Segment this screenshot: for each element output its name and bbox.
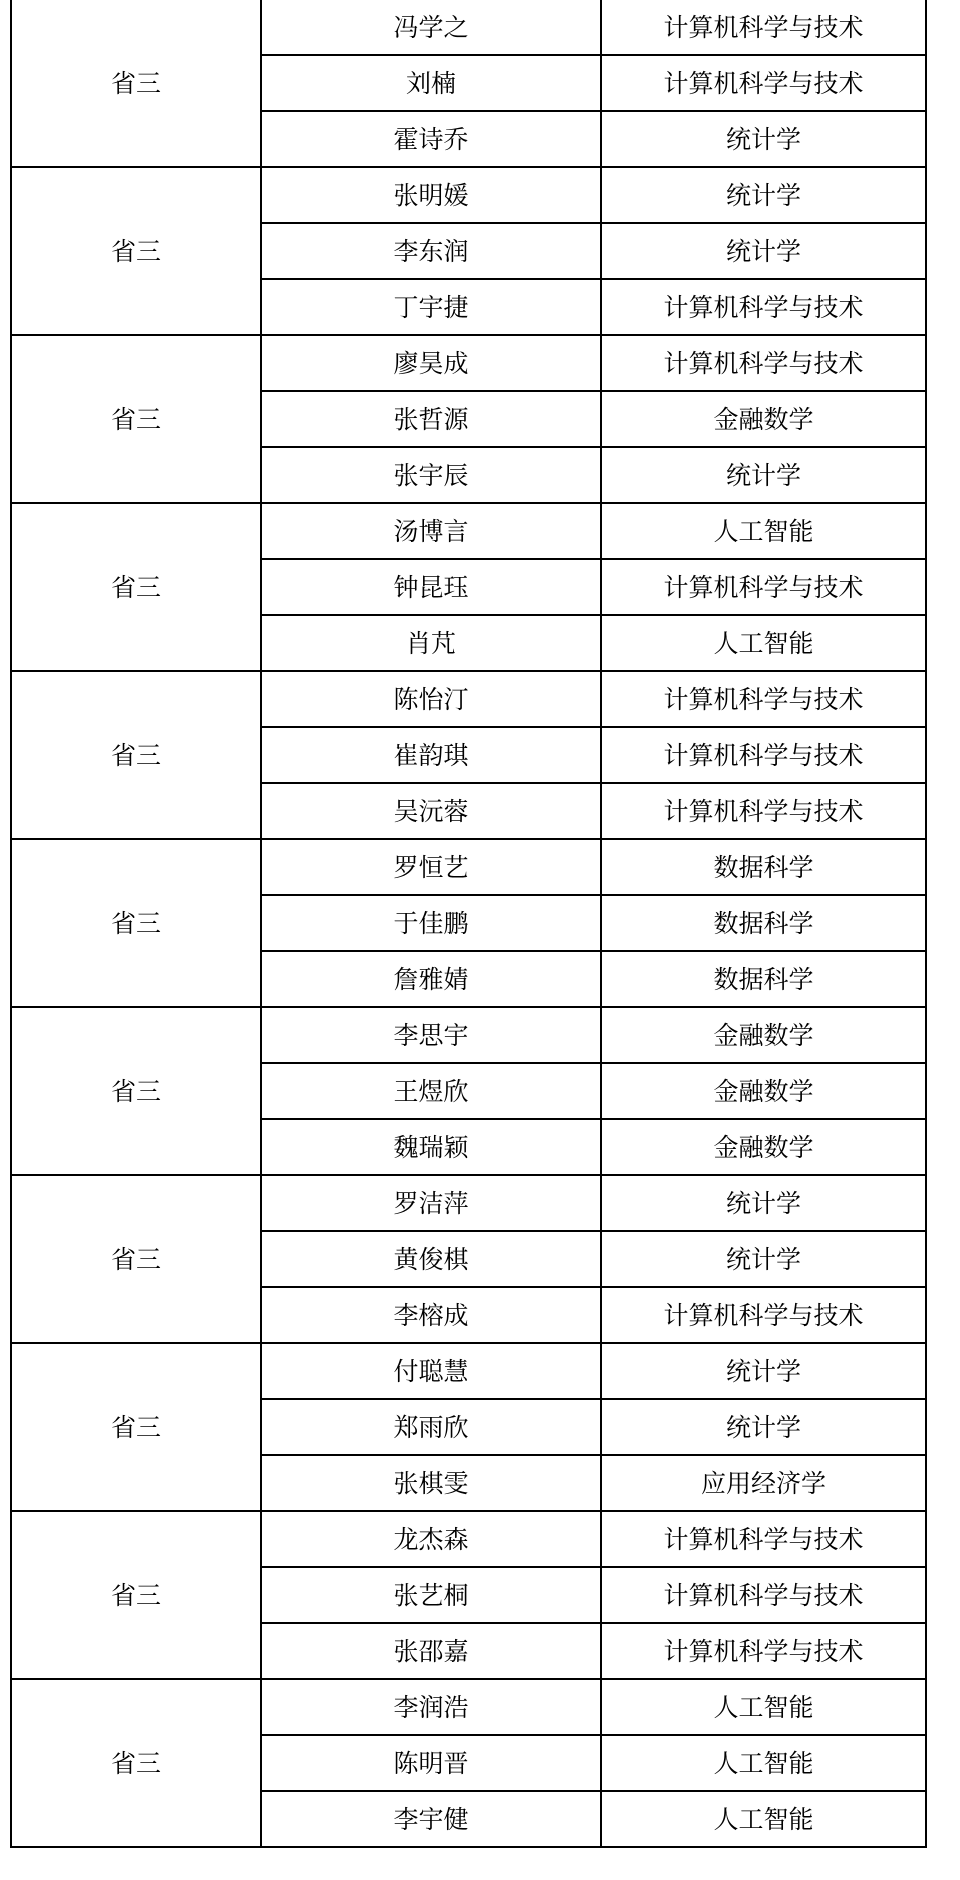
student-name-cell: 张哲源: [261, 391, 601, 447]
table-row: [11, 671, 926, 727]
major-cell: 计算机科学与技术: [601, 279, 926, 335]
student-name-cell: 钟昆珏: [261, 559, 601, 615]
major-cell: 统计学: [601, 1343, 926, 1399]
student-name-cell: 王煜欣: [261, 1063, 601, 1119]
major-cell: 统计学: [601, 111, 926, 167]
student-name-cell: 罗恒艺: [261, 839, 601, 895]
table-row: [11, 1343, 926, 1399]
awards-table: [10, 0, 927, 1848]
student-name-cell: 于佳鹏: [261, 895, 601, 951]
major-cell: 计算机科学与技术: [601, 1567, 926, 1623]
major-cell: 应用经济学: [601, 1455, 926, 1511]
major-cell: 统计学: [601, 1175, 926, 1231]
award-level-cell: 省三: [11, 0, 261, 167]
major-cell: 数据科学: [601, 951, 926, 1007]
award-level-cell: 省三: [11, 1007, 261, 1175]
major-cell: 计算机科学与技术: [601, 1623, 926, 1679]
award-level-cell: 省三: [11, 1343, 261, 1511]
table-row: [11, 1007, 926, 1063]
award-level-cell: 省三: [11, 671, 261, 839]
student-name-cell: 詹雅婧: [261, 951, 601, 1007]
major-cell: 计算机科学与技术: [601, 1511, 926, 1567]
award-level-cell: 省三: [11, 167, 261, 335]
major-cell: 金融数学: [601, 391, 926, 447]
award-level-cell: 省三: [11, 1511, 261, 1679]
award-level-cell: 省三: [11, 1679, 261, 1847]
major-cell: 人工智能: [601, 1679, 926, 1735]
major-cell: 计算机科学与技术: [601, 559, 926, 615]
major-cell: 金融数学: [601, 1007, 926, 1063]
table-row: [11, 167, 926, 223]
award-level-cell: 省三: [11, 335, 261, 503]
major-cell: 统计学: [601, 223, 926, 279]
awards-table-body: [11, 0, 926, 1847]
student-name-cell: 郑雨欣: [261, 1399, 601, 1455]
major-cell: 计算机科学与技术: [601, 0, 926, 55]
major-cell: 计算机科学与技术: [601, 55, 926, 111]
major-cell: 计算机科学与技术: [601, 1287, 926, 1343]
table-row: [11, 503, 926, 559]
student-name-cell: 崔韵琪: [261, 727, 601, 783]
student-name-cell: 张宇辰: [261, 447, 601, 503]
major-cell: 统计学: [601, 1231, 926, 1287]
major-cell: 金融数学: [601, 1119, 926, 1175]
student-name-cell: 肖芃: [261, 615, 601, 671]
table-row: [11, 839, 926, 895]
major-cell: 人工智能: [601, 1791, 926, 1847]
table-row: [11, 0, 926, 55]
student-name-cell: 李宇健: [261, 1791, 601, 1847]
student-name-cell: 李东润: [261, 223, 601, 279]
student-name-cell: 黄俊棋: [261, 1231, 601, 1287]
table-row: [11, 1175, 926, 1231]
major-cell: 统计学: [601, 1399, 926, 1455]
student-name-cell: 李润浩: [261, 1679, 601, 1735]
student-name-cell: 张艺桐: [261, 1567, 601, 1623]
award-level-cell: 省三: [11, 503, 261, 671]
major-cell: 数据科学: [601, 895, 926, 951]
major-cell: 人工智能: [601, 615, 926, 671]
student-name-cell: 刘楠: [261, 55, 601, 111]
student-name-cell: 龙杰森: [261, 1511, 601, 1567]
student-name-cell: 陈怡汀: [261, 671, 601, 727]
student-name-cell: 吴沅蓉: [261, 783, 601, 839]
student-name-cell: 张邵嘉: [261, 1623, 601, 1679]
major-cell: 人工智能: [601, 1735, 926, 1791]
student-name-cell: 冯学之: [261, 0, 601, 55]
table-row: [11, 335, 926, 391]
student-name-cell: 廖昊成: [261, 335, 601, 391]
student-name-cell: 付聪慧: [261, 1343, 601, 1399]
major-cell: 统计学: [601, 167, 926, 223]
major-cell: 计算机科学与技术: [601, 335, 926, 391]
major-cell: 计算机科学与技术: [601, 671, 926, 727]
major-cell: 数据科学: [601, 839, 926, 895]
major-cell: 计算机科学与技术: [601, 783, 926, 839]
major-cell: 人工智能: [601, 503, 926, 559]
student-name-cell: 张明媛: [261, 167, 601, 223]
student-name-cell: 汤博言: [261, 503, 601, 559]
major-cell: 统计学: [601, 447, 926, 503]
table-row: [11, 1511, 926, 1567]
major-cell: 金融数学: [601, 1063, 926, 1119]
table-row: [11, 1679, 926, 1735]
major-cell: 计算机科学与技术: [601, 727, 926, 783]
student-name-cell: 李榕成: [261, 1287, 601, 1343]
award-level-cell: 省三: [11, 1175, 261, 1343]
student-name-cell: 张棋雯: [261, 1455, 601, 1511]
award-level-cell: 省三: [11, 839, 261, 1007]
student-name-cell: 霍诗乔: [261, 111, 601, 167]
student-name-cell: 魏瑞颖: [261, 1119, 601, 1175]
student-name-cell: 罗洁萍: [261, 1175, 601, 1231]
student-name-cell: 李思宇: [261, 1007, 601, 1063]
student-name-cell: 丁宇捷: [261, 279, 601, 335]
student-name-cell: 陈明晋: [261, 1735, 601, 1791]
